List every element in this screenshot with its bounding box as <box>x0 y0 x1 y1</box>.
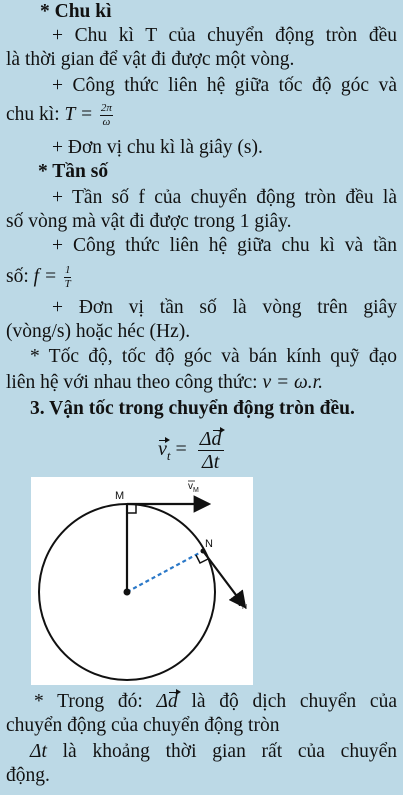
tan-so-fraction-denominator: T <box>64 278 71 290</box>
explain-line3 <box>30 740 397 764</box>
chu-ki-fraction <box>100 102 113 129</box>
velocity-vector-symbol: v <box>158 437 167 460</box>
circular-motion-figure <box>31 477 253 685</box>
displacement-vector-symbol: d <box>211 428 222 450</box>
chu-ki-formula-prefix: chu kì: <box>6 103 65 125</box>
relation-line2 <box>6 371 397 395</box>
chu-ki-heading: * Chu kì <box>40 1 112 22</box>
velocity-subscript: t <box>166 447 171 463</box>
chu-ki-formula-line <box>6 102 397 129</box>
radius-ON-dashed <box>127 551 203 592</box>
numerator-delta: Δ <box>199 428 212 450</box>
chu-ki-definition-line1: + Chu kì T của chuyển động tròn đều <box>52 25 397 46</box>
chu-ki-fraction-numerator: 2π <box>100 102 112 114</box>
tan-so-definition-line2: số vòng mà vật đi được trong 1 giây. <box>6 211 292 232</box>
label-N: N <box>205 538 213 550</box>
tan-so-fraction-numerator: 1 <box>64 264 71 276</box>
tan-so-formula-line <box>6 264 397 291</box>
label-vN-symbol: v <box>237 598 242 609</box>
tan-so-formula-prefix: số: <box>6 265 34 287</box>
velocity-fraction <box>198 428 224 473</box>
chu-ki-unit: + Đơn vị chu kì là giây (s). <box>52 137 263 158</box>
label-vM-subscript: M <box>193 487 199 494</box>
explain-d-vector: d <box>167 691 178 712</box>
label-vN <box>237 598 247 611</box>
relation-line1: * Tốc độ, tốc độ góc và bán kính quỹ đạo <box>30 346 397 367</box>
chu-ki-formula-intro: + Công thức liên hệ giữa tốc độ góc và <box>52 75 397 96</box>
chu-ki-fraction-denominator: ω <box>102 116 111 128</box>
velocity-fraction-numerator <box>198 428 224 451</box>
tan-so-formula-intro: + Công thức liên hệ giữa chu kì và tần <box>52 235 397 256</box>
explain-delta-t: Δt <box>30 741 47 762</box>
tan-so-formula-lhs: f = <box>33 265 58 287</box>
label-vN-subscript: N <box>242 604 248 611</box>
velocity-fraction-denominator: Δt <box>202 451 220 473</box>
explain-line1 <box>34 690 397 714</box>
explain-prefix: * Trong đó: <box>34 691 157 712</box>
tan-so-fraction <box>64 264 72 291</box>
right-angle-M <box>127 504 136 513</box>
tan-so-heading: * Tần số <box>38 161 109 182</box>
velocity-equals: = <box>175 437 187 460</box>
relation-formula: v = ω.r. <box>262 372 323 393</box>
relation-prefix: liên hệ với nhau theo công thức: <box>6 372 263 393</box>
tan-so-unit-line2: (vòng/s) hoặc héc (Hz). <box>6 321 191 342</box>
explain-suffix: là độ dịch chuyển của <box>177 691 397 712</box>
explain-line3-suffix: là khoảng thời gian rất của chuyển <box>46 741 397 762</box>
velocity-formula <box>158 428 224 473</box>
chu-ki-formula-lhs: T = <box>64 103 94 125</box>
circular-motion-diagram <box>31 477 253 685</box>
explain-line2: chuyển động của chuyển động tròn <box>6 715 280 736</box>
center-point <box>124 589 131 596</box>
tan-so-unit-line1: + Đơn vị tần số là vòng trên giây <box>52 297 397 318</box>
chu-ki-definition-line2: là thời gian để vật đi được một vòng. <box>6 49 295 70</box>
section-3-heading: 3. Vận tốc trong chuyển động tròn đều. <box>30 398 355 419</box>
label-vM-symbol: v <box>188 481 193 492</box>
label-vM <box>188 481 199 494</box>
tan-so-definition-line1: + Tần số f của chuyển động tròn đều là <box>52 187 397 208</box>
explain-delta: Δ <box>156 691 168 712</box>
explain-line4: động. <box>6 765 50 786</box>
velocity-formula-lhs <box>158 438 187 464</box>
label-M: M <box>115 490 125 502</box>
